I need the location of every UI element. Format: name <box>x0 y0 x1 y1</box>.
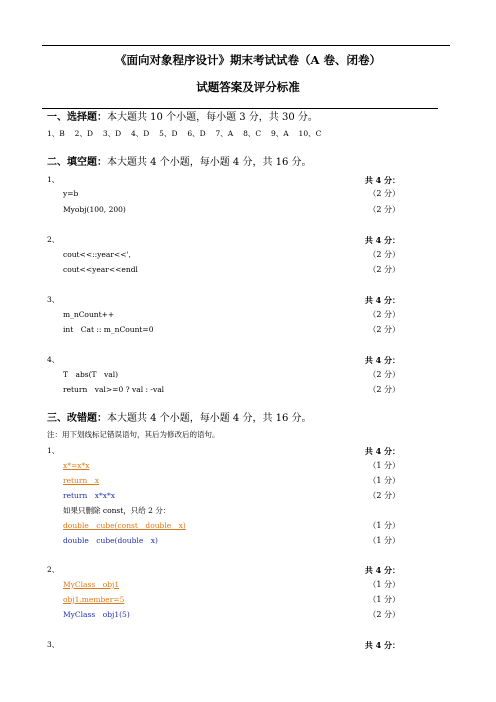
s3-q1-score2: （1 分） <box>368 476 400 485</box>
s3-q1-line2: return x <box>63 476 100 485</box>
document-subtitle: 试题答案及评分标准 <box>196 80 300 94</box>
section1-desc: 本大题共 10 个小题，每小题 3 分，共 30 分。 <box>107 112 318 123</box>
section1-heading: 一、选择题： <box>47 112 107 123</box>
section3-line <box>47 414 312 424</box>
section3-desc: 本大题共 4 个小题，每小题 4 分，共 16 分。 <box>107 413 312 424</box>
s2-q3-score1: （2 分） <box>368 310 400 319</box>
s2-q4-line2: return val>=0 ? val : -val <box>63 385 165 394</box>
section1-line <box>47 113 318 123</box>
s2-q2-score2: （2 分） <box>368 265 400 274</box>
s3-q3-number: 3、 <box>47 640 60 649</box>
section2-line <box>47 158 312 168</box>
s2-q1-score1: （2 分） <box>368 189 400 198</box>
s3-q1-score1: （1 分） <box>368 461 400 470</box>
section3-heading: 三、改错题： <box>47 413 107 424</box>
s2-q1-line1: y=b <box>63 189 79 198</box>
top-rule <box>42 45 450 46</box>
section2-desc: 本大题共 4 个小题，每小题 4 分，共 16 分。 <box>107 157 312 168</box>
s3-q2-total: 共 4 分： <box>364 565 400 575</box>
s3-q1-score5: （1 分） <box>368 521 400 530</box>
s3-q1-line1: x*=x*x <box>63 461 90 470</box>
s3-q2-line1: MyClass obj1 <box>63 580 120 589</box>
s2-q3-total: 共 4 分： <box>364 295 400 305</box>
section1-answers: 1、B 2、D 3、D 4、D 5、D 6、D 7、A 8、C 9、A 10、C <box>47 129 322 138</box>
s3-q1-total: 共 4 分： <box>364 446 400 456</box>
s2-q3-line2: int Cat :: m_nCount=0 <box>63 325 154 334</box>
s3-q2-number: 2、 <box>47 565 60 574</box>
s2-q2-line1: cout<<::year<<', <box>63 250 131 259</box>
s2-q4-line1: T abs(T val) <box>63 370 119 379</box>
s3-q2-score1: （1 分） <box>368 580 400 589</box>
section3-note: 注：用下划线标记错误语句，其后为修改后的语句。 <box>47 430 220 439</box>
section2-heading: 二、填空题： <box>47 157 107 168</box>
s2-q3-score2: （2 分） <box>368 325 400 334</box>
s2-q4-total: 共 4 分： <box>364 355 400 365</box>
s2-q4-number: 4、 <box>47 355 60 364</box>
s2-q3-line1: m_nCount++ <box>63 310 115 319</box>
s2-q2-score1: （2 分） <box>368 250 400 259</box>
s2-q1-number: 1、 <box>47 175 60 184</box>
s2-q2-number: 2、 <box>47 235 60 244</box>
s3-q1-line4: 如果只删除 const，只给 2 分： <box>63 506 171 515</box>
s3-q1-line6: double cube(double x) <box>63 536 158 545</box>
s2-q2-line2: cout<<year<<endl <box>63 265 138 274</box>
s2-q4-score2: （2 分） <box>368 385 400 394</box>
s3-q1-number: 1、 <box>47 446 60 455</box>
document-title: 《面向对象程序设计》期末考试试卷（A 卷、闭卷） <box>115 53 381 67</box>
s2-q4-score1: （2 分） <box>368 370 400 379</box>
s2-q2-total: 共 4 分： <box>364 235 400 245</box>
s3-q2-score2: （1 分） <box>368 595 400 604</box>
s2-q1-score2: （2 分） <box>368 205 400 214</box>
s3-q1-score6: （1 分） <box>368 536 400 545</box>
s2-q1-line2: Myobj(100, 200) <box>63 205 126 214</box>
s3-q2-score3: （2 分） <box>368 610 400 619</box>
s3-q1-score3: （2 分） <box>368 491 400 500</box>
s2-q3-number: 3、 <box>47 295 60 304</box>
subtitle-rule <box>42 108 438 109</box>
s3-q2-line3: MyClass obj1(5) <box>63 610 130 619</box>
s3-q2-line2: obj1.member=5 <box>63 595 125 604</box>
s3-q1-line5: double cube(const double x) <box>63 521 186 530</box>
s2-q1-total: 共 4 分： <box>364 175 400 185</box>
s3-q1-line3: return x*x*x <box>63 491 115 500</box>
s3-q3-total: 共 4 分： <box>364 640 400 650</box>
